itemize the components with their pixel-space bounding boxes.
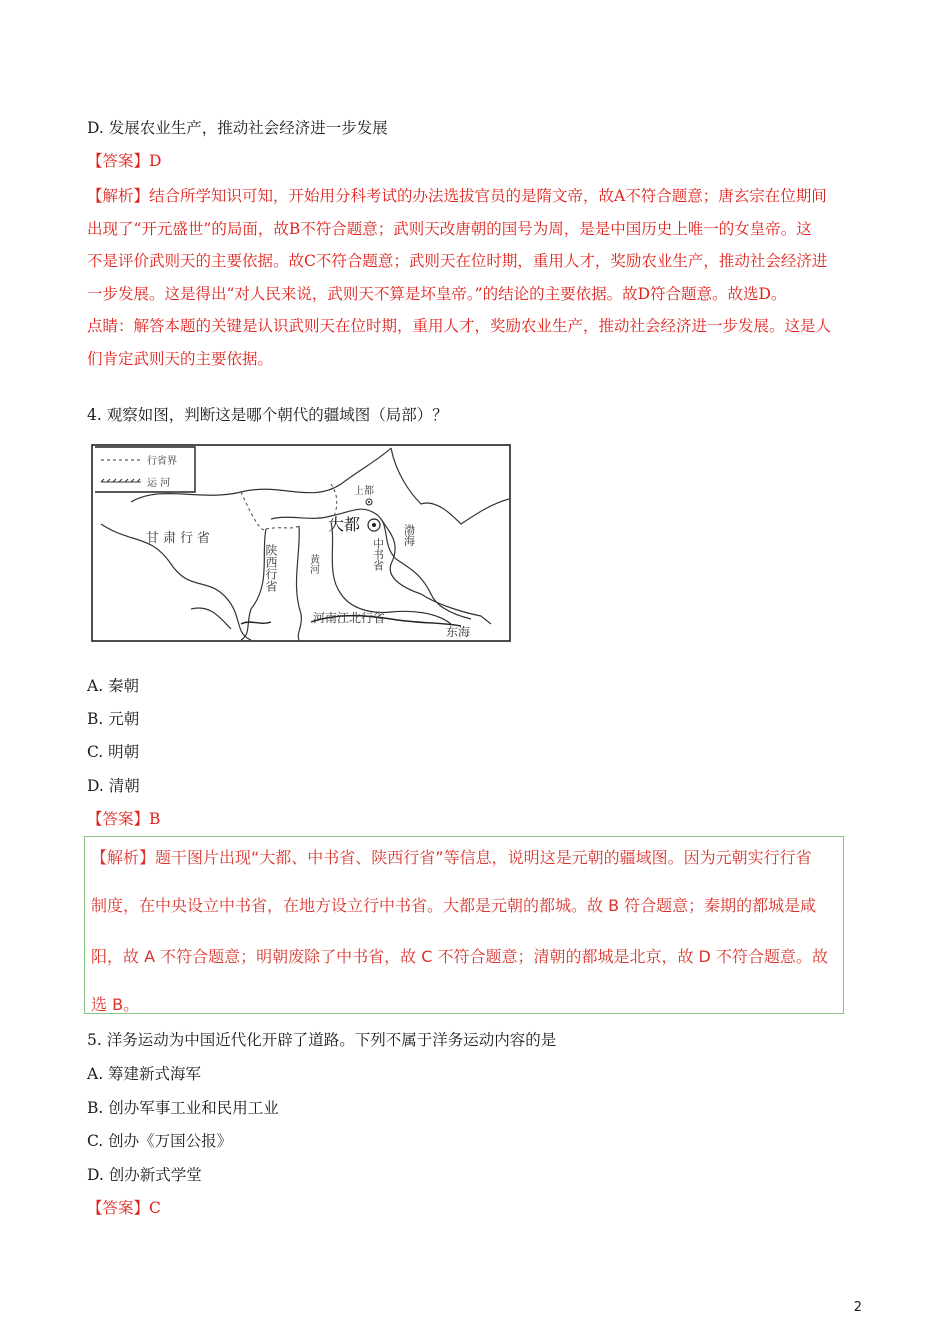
label-shangdu: 上都 [354,486,374,497]
label-dadu: 大都 [328,517,361,534]
q5-option-c: C. 创办《万国公报》 [87,1132,233,1150]
answer-tag: 【答案】 [87,152,150,170]
label-huanghe: 黄河 [307,554,319,574]
q5-answer [87,1198,161,1218]
q4-answer [87,809,160,829]
label-gansu: 甘肃行省 [146,531,215,546]
label-donghai: 东海 [446,625,471,639]
label-zhongshu: 中书省 [371,538,385,571]
answer-value: B [149,810,161,828]
q5-option-a: A. 筹建新式海军 [87,1065,202,1083]
q4-option-c: C. 明朝 [87,743,140,761]
analysis-line: 【解析】结合所学知识可知，开始用分科考试的办法选拔官员的是隋文帝，故A不符合题意；唐玄宗在位期间 [87,187,827,205]
analysis-line: 出现了“开元盛世”的局面，故B不符合题意；武则天改唐朝的国号为周，是是中国历史上唯一的女皇帝。这 [87,219,812,238]
q4-stem: 4. 观察如图，判断这是哪个朝代的疆域图（局部）？ [87,406,448,424]
yuan-territory-map [91,444,511,642]
answer-value: D [149,152,162,170]
analysis-line: 【解析】题干图片出现“大都、中书省、陕西行省”等信息，说明这是元朝的疆域图。因为元朝实行行省 [91,848,812,867]
q3-option-d: D. 发展农业生产，推动社会经济进一步发展 [87,119,388,137]
analysis-line: 不是评价武则天的主要依据。故C不符合题意；武则天在位时期，重用人才，奖励农业生产，推动社会经济进 [87,252,828,271]
q5-stem: 5. 洋务运动为中国近代化开辟了道路。下列不属于洋务运动内容的是 [87,1031,557,1049]
label-shaanxi: 陕西行省 [264,544,278,592]
q3-analysis [87,180,867,376]
analysis-line: 选 B。 [91,995,140,1014]
legend-boundary: 行省界 [147,456,177,467]
q4-option-a: A. 秦朝 [87,677,140,695]
label-bohai: 渤海 [402,524,416,546]
q4-option-d: D. 清朝 [87,777,140,795]
q4-option-b: B. 元朝 [87,710,140,728]
analysis-line: 们肯定武则天的主要依据。 [87,349,274,368]
q5-option-b: B. 创办军事工业和民用工业 [87,1099,279,1117]
analysis-line: 一步发展。这是得出“对人民来说，武则天不算是坏皇帝。”的结论的主要依据。故D符合题意。故选D。 [87,284,787,303]
analysis-tag: 【解析】 [87,187,150,205]
label-henan: 河南江北行省 [313,611,386,625]
analysis-line: 阳，故 A 不符合题意；明朝废除了中书省，故 C 不符合题意；清朝的都城是北京，故 D 不符合题意。故 [91,947,828,966]
q3-answer [87,151,161,171]
answer-tag: 【答案】 [87,810,150,828]
answer-tag: 【答案】 [87,1199,150,1217]
analysis-line: 点睛：解答本题的关键是认识武则天在位时期，重用人才，奖励农业生产，推动社会经济进一步发展。这是人 [87,317,832,336]
analysis-line: 制度，在中央设立中书省，在地方设立行中书省。大都是元朝的都城。故 B 符合题意；秦期的都城是咸 [91,896,817,915]
legend-canal: 运 河 [147,478,171,489]
q4-analysis-box [84,836,844,1014]
page-number: 2 [853,1300,862,1315]
q5-option-d: D. 创办新式学堂 [87,1166,202,1184]
answer-value: C [149,1199,161,1217]
